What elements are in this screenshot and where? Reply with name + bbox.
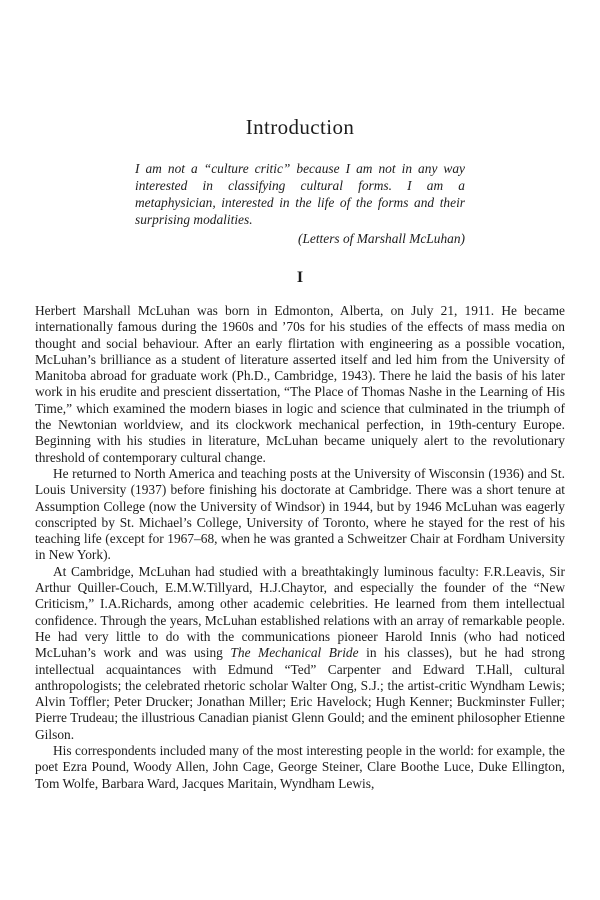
paragraph-2: [35, 466, 565, 564]
text-run: Herbert Marshall McLuhan was born in Edmonton, Alberta, on July 21, 1911. He became internationally famous during the 1960s and ’70s for his studies of the effects of mass media on thought and social behaviour. After an early flirtation with engineering as a possible vocation, McLuhan’s brilliance as a student of literature asserted itself and led him from the University of Manitoba abroad for graduate work (Ph.D., Cambridge, 1943). There he laid the basis of his later work in his erudite and prescient dissertation, “The Place of Thomas Nashe in the Learning of His Time,” which examined the modern biases in logic and science that culminated in the triumph of the Newtonian worldview, and its clockwork mechanical perfection, in 19th-century Europe. Beginning with his studies in literature, McLuhan became uniquely alert to the revolutionary threshold of contemporary cultural change.: [35, 303, 565, 465]
paragraph-3: [35, 564, 565, 743]
paragraph-4: [35, 743, 565, 792]
epigraph-attribution: (Letters of Marshall McLuhan): [297, 231, 465, 246]
section-heading: I: [296, 269, 304, 286]
chapter-title: Introduction: [245, 115, 355, 139]
text-run: He returned to North America and teaching posts at the University of Wisconsin (1936) and St. Louis University (1937) before finishing his doctorate at Cambridge. There was a short tenure at Assumption College (now the University of Windsor) in 1944, but by 1946 McLuhan was eagerly conscripted by St. Michael’s College, University of Toronto, where he stayed for the rest of his teaching life (except for 1967–68, when he was granted a Schweitzer Chair at Fordham University in New York).: [35, 465, 565, 563]
book-title-mechanical-bride: The Mechanical Bride: [230, 645, 359, 661]
epigraph-text: I am not a “culture critic” because I am not in any way interested in classifying cultural forms. I am a metaphysician, interested in the life of the forms and their surprising modalities.: [135, 161, 465, 227]
paragraph-1: [35, 303, 565, 466]
text-run: At Cambridge, McLuhan had studied with a breathtakingly luminous faculty: F.R.Leavis, Sir Arthur Quiller-Couch, E.M.W.Tillyard, H.J.Chaytor, and especially the founder of the “New Criticism,” I.A.Richards, among other academic celebrities. He learned from them intellectual confidence. Through the years, McLuhan established relations with an array of remarkable people. He had very little to do with the communications pioneer Harold Innis (who had noticed McLuhan’s work and was using: [35, 563, 565, 661]
text-run: in his classes), but he had strong intellectual acquaintances with Edmund “Ted” Carpenter and Edward T.Hall, cultural anthropologists; the celebrated rhetoric scholar Walter Ong, S.J.; the artist-critic Wyndham Lewis; Alvin Toffler; Peter Drucker; Jonathan Miller; Eric Havelock; Hugh Kenner; Buckminster Fuller; Pierre Trudeau; the illustrious Canadian pianist Glenn Gould; and the eminent philosopher Etienne Gilson.: [35, 645, 565, 742]
epigraph: [135, 160, 465, 247]
text-run: His correspondents included many of the most interesting people in the world: for example, the poet Ezra Pound, Woody Allen, John Cage, George Steiner, Clare Boothe Luce, Duke Ellington, Tom Wolfe, Barbara Ward, Jacques Maritain, Wyndham Lewis,: [35, 743, 565, 791]
body-text: [35, 303, 565, 792]
